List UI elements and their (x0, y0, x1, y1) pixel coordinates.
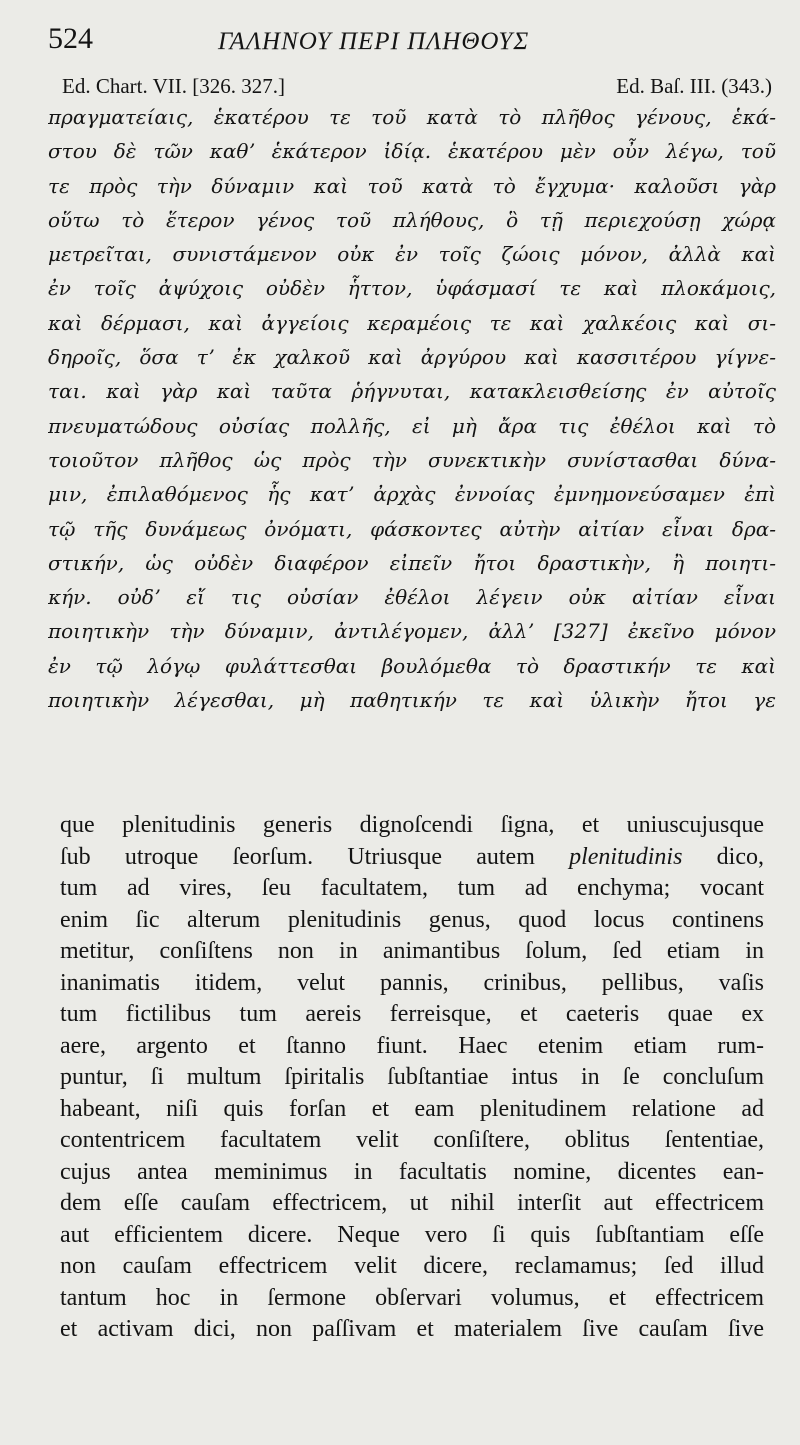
latin-text-line: aut efficientem dicere. Neque vero ſi quis ſubſtantiam eſſe (60, 1221, 764, 1248)
latin-text-line: cujus antea meminimus in facultatis nomine, dicentes ean- (60, 1158, 764, 1185)
greek-text-line: ἐν τῷ λόγῳ φυλάττεσθαι βουλόμεθα τὸ δραστικήν τε καὶ (48, 653, 776, 678)
running-head (48, 22, 760, 62)
greek-text-line: τε πρὸς τὴν δύναμιν καὶ τοῦ κατὰ τὸ ἔγχυμα· καλοῦσι γὰρ (48, 173, 776, 198)
greek-text-line: καὶ δέρμασι, καὶ ἀγγείοις κεραμέοις τε καὶ χαλκέοις καὶ σι- (48, 310, 776, 335)
greek-text-line: στου δὲ τῶν καθʼ ἑκάτερον ἰδίᾳ. ἑκατέρου μὲν οὖν λέγω, τοῦ (48, 139, 776, 164)
greek-text-line: μετρεῖται, συνιστάμενον οὐκ ἐν τοῖς ζώοις μόνον, ἀλλὰ καὶ (48, 242, 776, 267)
latin-text-line: inanimatis itidem, velut pannis, crinibus, pellibus, vaſis (60, 969, 764, 996)
greek-text-line: τοιοῦτον πλῆθος ὡς πρὸς τὴν συνεκτικὴν συνίστασθαι δύνα- (48, 447, 776, 472)
greek-text-line: οὕτω τὸ ἕτερον γένος τοῦ πλήθους, ὃ τῇ περιεχούσῃ χώρᾳ (48, 207, 776, 232)
latin-text-line: tum fictilibus tum aereis ferreisque, et caeteris quae ex (60, 1001, 764, 1027)
greek-text-line: ται. καὶ γὰρ καὶ ταῦτα ῥήγνυται, κατακλεισθείσης ἐν αὐτοῖς (48, 379, 776, 404)
greek-text-line: κήν. οὐδʼ εἴ τις οὐσίαν ἐθέλοι λέγειν οὐκ αἰτίαν εἶναι (48, 585, 776, 610)
latin-text-line: que plenitudinis generis dignoſcendi ſigna, et uniuscujusque (60, 812, 764, 838)
latin-text-line: tum ad vires, ſeu facultatem, tum ad enchyma; vocant (60, 875, 764, 901)
greek-text-line: πνευματώδους οὐσίας πολλῆς, εἰ μὴ ἄρα τις ἐθέλοι καὶ τὸ (48, 413, 776, 438)
latin-text-line: dem eſſe cauſam effectricem, ut nihil interſit aut effectricem (60, 1190, 764, 1216)
page-number: 524 (48, 22, 93, 55)
edition-reference-chartier: Ed. Chart. VII. [326. 327.] (62, 74, 285, 98)
greek-text-line: στικήν, ὡς οὐδὲν διαφέρον εἰπεῖν ἤτοι δραστικὴν, ἢ ποιητι- (48, 550, 776, 575)
latin-text-line: non cauſam effectricem velit dicere, reclamamus; ſed illud (60, 1253, 764, 1279)
greek-text-block (48, 100, 776, 717)
latin-text-block (60, 810, 764, 1346)
greek-text-line: δηροῖς, ὅσα τʼ ἐκ χαλκοῦ καὶ ἀργύρου καὶ κασσιτέρου γίγνε- (48, 345, 776, 370)
latin-text-line: ſub utroque ſeorſum. Utriusque autem plenitudinis dico, (60, 843, 764, 870)
latin-text-line: metitur, conſiſtens non in animantibus ſolum, ſed etiam in (60, 938, 764, 964)
latin-text-line: aere, argento et ſtanno fiunt. Haec etenim etiam rum- (60, 1032, 764, 1059)
latin-text-line: habeant, niſi quis forſan et eam plenitudinem relatione ad (60, 1095, 764, 1122)
edition-references (62, 74, 772, 100)
latin-text-line: et activam dici, non paſſivam et materialem ſive cauſam ſive (60, 1316, 764, 1342)
greek-text-line: πραγματείαις, ἑκατέρου τε τοῦ κατὰ τὸ πλῆθος γένους, ἑκά- (48, 105, 776, 129)
latin-text-line: tantum hoc in ſermone obſervari volumus, et effectricem (60, 1284, 764, 1311)
edition-reference-basel: Ed. Baſ. III. (343.) (616, 74, 772, 98)
page-title: ΓΑΛΗΝΟΥ ΠΕΡΙ ΠΛΗΘΟΥΣ (218, 28, 530, 55)
greek-text-line: ἐν τοῖς ἀψύχοις οὐδὲν ἧττον, ὑφάσμασί τε καὶ πλοκάμοις, (48, 276, 776, 301)
greek-text-line: τῷ τῆς δυνάμεως ὀνόματι, φάσκοντες αὐτὴν αἰτίαν εἶναι δρα- (48, 516, 776, 541)
greek-text-line: μιν, ἐπιλαθόμενος ἧς κατʼ ἀρχὰς ἐννοίας ἐμνημονεύσαμεν ἐπὶ (48, 482, 776, 507)
latin-text-line: enim ſic alterum plenitudinis genus, quod locus continens (60, 906, 764, 933)
greek-text-line: ποιητικὴν τὴν δύναμιν, ἀντιλέγομεν, ἀλλʼ [327] ἐκεῖνο μόνον (48, 619, 776, 644)
latin-text-line: puntur, ſi multum ſpiritalis ſubſtantiae intus in ſe concluſum (60, 1064, 764, 1090)
latin-text-line: contentricem facultatem velit conſiſtere, oblitus ſententiae, (60, 1127, 764, 1153)
greek-text-line: ποιητικὴν λέγεσθαι, μὴ παθητικήν τε καὶ ὑλικὴν ἤτοι γε (48, 688, 776, 713)
